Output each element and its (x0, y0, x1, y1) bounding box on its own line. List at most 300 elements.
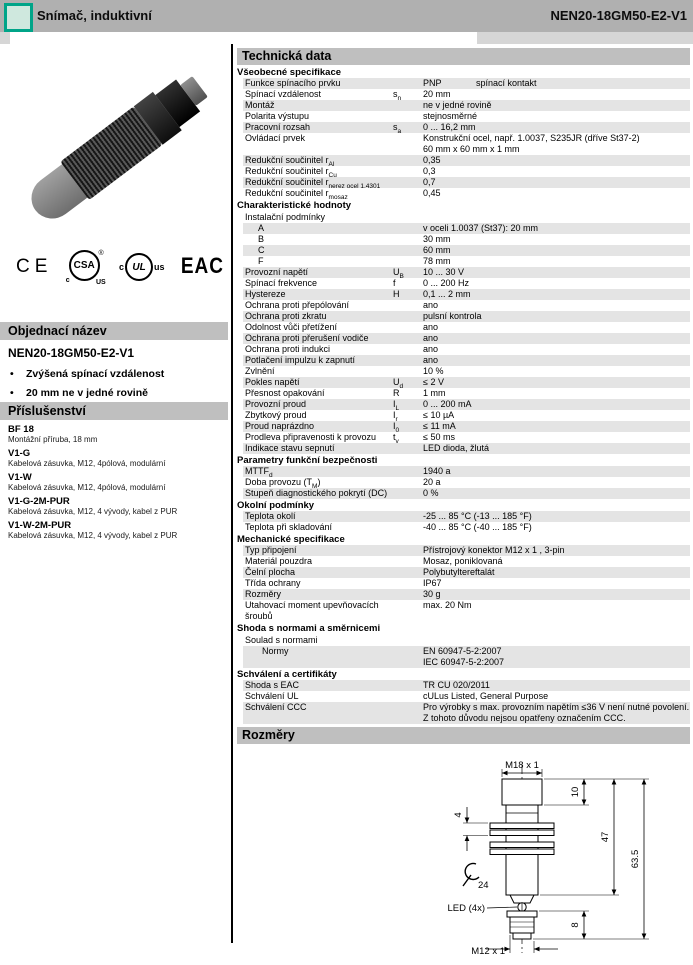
spec-value-line: 20 a (423, 477, 441, 487)
spec-value-line: 78 mm (423, 256, 451, 266)
spec-row (243, 155, 690, 166)
spec-symbol (393, 223, 423, 234)
spec-row (243, 545, 690, 556)
spec-label: Čelní plocha (245, 567, 296, 577)
spec-value (423, 488, 690, 499)
spec-row (243, 311, 690, 322)
technical-data-column (237, 48, 690, 965)
dim-head-height: 10 (570, 786, 581, 798)
spec-label: $MTTF_d$ (245, 466, 273, 479)
spec-label: Teplota při skladování (245, 522, 333, 532)
spec-label: Funkce spínacího prvku (245, 78, 341, 88)
sensor-image (21, 62, 221, 229)
culus-logo (119, 253, 165, 281)
spec-value-line: 10 % (423, 366, 444, 376)
spec-value (423, 333, 690, 344)
spec-symbol (393, 133, 423, 155)
ordering-product-code: NEN20-18GM50-E2-V1 (8, 346, 135, 360)
spec-value-line: 1940 a (423, 466, 451, 476)
ul-c-label: c (119, 262, 125, 272)
spec-symbol (393, 300, 423, 311)
spec-symbol (393, 691, 423, 702)
spec-symbol (393, 511, 423, 522)
spec-label: Odolnost vůči přetížení (245, 322, 338, 332)
spec-value-line: 30 g (423, 589, 441, 599)
spec-value (423, 443, 690, 454)
spec-value (423, 267, 690, 278)
spec-label: Redukční součinitel $r_{Al}$ (245, 155, 335, 168)
spec-row (243, 399, 690, 410)
spec-label: Shoda s EAC (245, 680, 300, 690)
spec-value-line: ≤ 2 V (423, 377, 444, 387)
dim-connector-height: 8 (570, 922, 581, 928)
spec-label: Redukční součinitel $r_{Cu}$ (245, 166, 337, 179)
sensor-head-outline (502, 779, 542, 805)
spec-value (423, 188, 690, 199)
spec-value-line: ano (423, 355, 439, 365)
spec-value-line: v oceli 1.0037 (St37): 20 mm (423, 223, 539, 233)
spec-value (423, 556, 690, 567)
brand-mark (4, 3, 33, 32)
spec-value-line: PNP spínací kontakt (423, 78, 537, 88)
spec-label: Proud naprázdno (245, 421, 315, 431)
spec-symbol (393, 366, 423, 377)
spec-symbol (393, 443, 423, 454)
spec-section-header: Schválení a certifikáty (237, 669, 337, 680)
spec-value (423, 278, 690, 289)
spec-value (423, 511, 690, 522)
spec-label: Polarita výstupu (245, 111, 310, 121)
spec-value-line: -25 ... 85 °C (-13 ... 185 °F) (423, 511, 532, 521)
spec-value-line: LED dioda, žlutá (423, 443, 490, 453)
spec-row (243, 133, 690, 155)
spec-label: Ochrana proti zkratu (245, 311, 327, 321)
bullet-text: Zvýšená spínací vzdálenost (26, 368, 165, 380)
spec-value (423, 399, 690, 410)
spec-value (423, 100, 690, 111)
spec-value-line: EN 60947-5-2:2007 (423, 646, 502, 656)
accessory-description: Kabelová zásuvka, M12, 4 vývody, kabel z PUR (8, 507, 178, 516)
spec-label: Teplota okolí (245, 511, 296, 521)
spec-symbol (393, 600, 423, 622)
spec-value-line: 0,1 ... 2 mm (423, 289, 471, 299)
spec-label: Redukční součinitel $r_{nerez ocel 1.4301}$ (245, 177, 381, 190)
spec-value-line: 0 ... 200 Hz (423, 278, 470, 288)
spec-symbol: H (393, 289, 400, 299)
spec-row (243, 166, 690, 177)
spec-row (243, 421, 690, 432)
spec-value-line: 20 mm (423, 89, 451, 99)
spec-label: Hystereze (245, 289, 286, 299)
accessories-header: Příslušenství (0, 402, 228, 420)
spec-subheader: Instalační podmínky (245, 212, 326, 222)
ul-circle: UL (125, 253, 153, 281)
spec-value (423, 567, 690, 578)
spec-value-line: 0,3 (423, 166, 436, 176)
spec-label: C (258, 245, 265, 255)
feature-bullets (10, 368, 164, 406)
spec-section-header: Shoda s normami a směrnicemi (237, 623, 381, 634)
spec-value-line: pulsní kontrola (423, 311, 482, 321)
spec-value-line: 1 mm (423, 388, 446, 398)
header-product-code: NEN20-18GM50-E2-V1 (550, 8, 687, 23)
bullet-icon: • (10, 387, 14, 399)
spec-row (243, 245, 690, 256)
spec-label: Materiál pouzdra (245, 556, 313, 566)
spec-row (243, 388, 690, 399)
spec-symbol (393, 646, 423, 668)
spec-symbol (393, 245, 423, 256)
dimension-drawing (237, 757, 690, 965)
feature-bullet (10, 387, 164, 399)
spec-value (423, 366, 690, 377)
spec-row (243, 278, 690, 289)
spec-value (423, 322, 690, 333)
spec-row (243, 556, 690, 567)
spec-value-line: Konstrukční ocel, např. 1.0037, S235JR (dříve St37-2) (423, 133, 640, 143)
spec-value-line: ≤ 10 µA (423, 410, 455, 420)
spec-symbol: $U_B$ (393, 267, 404, 280)
accessory-description: Montážní příruba, 18 mm (8, 435, 98, 444)
ordering-name-header: Objednací název (0, 322, 228, 340)
spec-symbol (393, 522, 423, 533)
spec-symbol (393, 311, 423, 322)
spec-symbol: $I_0$ (393, 421, 400, 434)
spec-row (243, 289, 690, 300)
spec-label: Ochrana proti přerušení vodiče (245, 333, 369, 343)
spec-value-line: 0,45 (423, 188, 441, 198)
spec-row (243, 344, 690, 355)
spec-value (423, 388, 690, 399)
spec-row (243, 589, 690, 600)
spec-label: Ovládací prvek (245, 133, 306, 143)
spec-label: Typ připojení (245, 545, 297, 555)
spec-label: A (258, 223, 265, 233)
spec-value-line: 10 ... 30 V (423, 267, 465, 277)
spec-row (243, 511, 690, 522)
spec-section-header: Okolní podmínky (237, 500, 315, 511)
spec-symbol (393, 466, 423, 477)
spec-symbol: $I_L$ (393, 399, 400, 412)
spec-symbol (393, 166, 423, 177)
spec-row (243, 188, 690, 199)
spec-subheader: Soulad s normami (245, 635, 318, 645)
spec-row (243, 702, 690, 724)
spec-value-line: 0 ... 200 mA (423, 399, 472, 409)
product-photo (22, 54, 212, 244)
spec-row (243, 89, 690, 100)
spec-label: F (258, 256, 264, 266)
spec-value (423, 245, 690, 256)
spec-row (243, 443, 690, 454)
spec-symbol (393, 100, 423, 111)
spec-value-line: Přístrojový konektor M12 x 1 , 3-pin (423, 545, 565, 555)
tech-table (237, 67, 690, 724)
spec-value-line: Polybutyltereftalát (423, 567, 495, 577)
spec-label: Redukční součinitel $r_{mosaz}$ (245, 188, 348, 201)
bullet-text: 20 mm ne v jedné rovině (26, 387, 148, 399)
spec-section-header: Mechanické specifikace (237, 534, 345, 545)
spec-value (423, 522, 690, 533)
spec-label: Doba provozu $(T_M)$ (245, 477, 321, 490)
spec-label: Utahovací moment upevňovacích šroubů (245, 600, 379, 621)
accessory-name: BF 18 (8, 424, 34, 435)
spec-value-line: Pro výrobky s max. provozním napětím ≤36 V není nutné povolení. (423, 702, 690, 712)
spec-row (243, 691, 690, 702)
spec-row (243, 366, 690, 377)
spec-value (423, 691, 690, 702)
dim-overall-length: 63.5 (630, 849, 641, 869)
spec-value (423, 311, 690, 322)
header-substrip (0, 32, 693, 44)
spec-value (423, 89, 690, 100)
spec-value (423, 177, 690, 188)
spec-symbol (393, 344, 423, 355)
spec-row (243, 256, 690, 267)
spec-value (423, 600, 690, 622)
spec-value (423, 377, 690, 388)
spec-value (423, 155, 690, 166)
spec-value (423, 289, 690, 300)
spec-value (423, 646, 690, 668)
spec-label: Pracovní rozsah (245, 122, 311, 132)
spec-symbol: f (393, 278, 396, 288)
spec-row (243, 488, 690, 499)
spec-value-line: Z tohoto důvodu nejsou opatřeny označením CCC. (423, 713, 626, 723)
csa-c-label: c (65, 277, 70, 284)
spec-row (243, 322, 690, 333)
spec-symbol: $I_r$ (393, 410, 398, 423)
spec-value (423, 477, 690, 488)
spec-symbol (393, 578, 423, 589)
spec-value (423, 466, 690, 477)
spec-symbol: R (393, 388, 400, 398)
spec-row (243, 522, 690, 533)
spec-row (243, 600, 690, 622)
spec-value-line: ≤ 50 ms (423, 432, 455, 442)
spec-label: Zbytkový proud (245, 410, 307, 420)
spec-symbol (393, 111, 423, 122)
spec-symbol (393, 355, 423, 366)
dimensions-heading: Rozměry (237, 727, 690, 744)
spec-value (423, 355, 690, 366)
spec-value-line: max. 20 Nm (423, 600, 472, 610)
spec-value-line: 60 mm x 60 mm x 1 mm (423, 144, 520, 154)
spec-value (423, 432, 690, 443)
spec-symbol (393, 333, 423, 344)
spec-symbol: $U_d$ (393, 377, 404, 390)
accessory-name: V1-G-2M-PUR (8, 496, 70, 507)
spec-value (423, 421, 690, 432)
spec-value-line: ano (423, 333, 439, 343)
spec-row (243, 355, 690, 366)
spec-row (243, 333, 690, 344)
spec-symbol (393, 702, 423, 724)
spec-row (243, 300, 690, 311)
spec-label: Stupeň diagnostického pokrytí (DC) (245, 488, 388, 498)
spec-symbol (393, 477, 423, 488)
spec-value-line: ano (423, 300, 439, 310)
spec-value-line: 0 % (423, 488, 439, 498)
accessory-item (8, 520, 222, 540)
spec-label: Montáž (245, 100, 275, 110)
spec-symbol (393, 78, 423, 89)
spec-symbol (393, 545, 423, 556)
spec-value (423, 344, 690, 355)
spec-label: Přesnost opakování (245, 388, 325, 398)
spec-symbol (393, 234, 423, 245)
ul-us-label: us (154, 262, 165, 272)
spec-row (243, 100, 690, 111)
spec-value-line: Mosaz, poniklovaná (423, 556, 503, 566)
spec-label: Provozní proud (245, 399, 307, 409)
spec-value (423, 410, 690, 421)
dim-flange-thickness: 4 (453, 812, 464, 818)
spec-value-line: ne v jedné rovině (423, 100, 492, 110)
accessory-item (8, 424, 222, 444)
spec-symbol (393, 188, 423, 199)
spec-value (423, 545, 690, 556)
spec-value (423, 234, 690, 245)
header-substrip-gap (10, 32, 477, 44)
wrench-icon (463, 863, 479, 886)
accessory-name: V1-W (8, 472, 32, 483)
spec-row (243, 234, 690, 245)
header-bar (0, 0, 693, 32)
spec-label: Normy (262, 646, 289, 656)
spec-value-line: -40 ... 85 °C (-40 ... 185 °F) (423, 522, 532, 532)
spec-row (243, 267, 690, 278)
accessory-item (8, 472, 222, 492)
certification-logos (10, 246, 230, 288)
spec-row (243, 466, 690, 477)
spec-symbol (393, 680, 423, 691)
spec-value-line: ano (423, 322, 439, 332)
spec-value (423, 578, 690, 589)
ce-logo: CE (16, 256, 53, 277)
csa-registered-mark: ® (98, 250, 104, 257)
spec-label: Potlačení impulzu k zapnutí (245, 355, 356, 365)
spec-row (243, 177, 690, 188)
technical-data-heading: Technická data (237, 48, 690, 65)
csa-circle: CSA (69, 250, 100, 281)
spec-row (243, 567, 690, 578)
spec-label: Provozní napětí (245, 267, 309, 277)
spec-label: B (258, 234, 265, 244)
spec-row (243, 111, 690, 122)
accessories-list (8, 424, 222, 544)
spec-value (423, 111, 690, 122)
spec-value (423, 166, 690, 177)
accessory-description: Kabelová zásuvka, M12, 4pólová, modulární (8, 483, 166, 492)
spec-label: Spínací vzdálenost (245, 89, 322, 99)
spec-label: Třída ochrany (245, 578, 301, 588)
spec-section-header: Všeobecné specifikace (237, 67, 342, 78)
spec-symbol: $s_n$ (393, 89, 402, 102)
spec-symbol (393, 322, 423, 333)
spec-label: Indikace stavu sepnutí (245, 443, 335, 453)
page-title: Snímač, induktivní (37, 8, 152, 23)
accessory-name: V1-G (8, 448, 31, 459)
m12-connector-outline (510, 917, 534, 933)
spec-value (423, 680, 690, 691)
spec-value (423, 702, 690, 724)
dim-thread-bottom: M12 x 1 (471, 946, 505, 957)
spec-symbol (393, 155, 423, 166)
accessory-description: Kabelová zásuvka, M12, 4pólová, modulární (8, 459, 166, 468)
spec-value-line: 0,35 (423, 155, 441, 165)
spec-value (423, 133, 690, 155)
spec-value (423, 223, 690, 234)
spec-row (243, 377, 690, 388)
dim-wrench-size: 24 (478, 880, 489, 891)
spec-value-line: cULus Listed, General Purpose (423, 691, 549, 701)
spec-label: Pokles napětí (245, 377, 300, 387)
spec-value (423, 78, 690, 89)
spec-row (243, 477, 690, 488)
spec-value (423, 256, 690, 267)
spec-value-line: 0,7 (423, 177, 436, 187)
spec-symbol (393, 256, 423, 267)
spec-row (243, 122, 690, 133)
csa-logo (65, 250, 106, 286)
spec-symbol (393, 567, 423, 578)
spec-row (243, 223, 690, 234)
spec-symbol (393, 556, 423, 567)
spec-value-line: 30 mm (423, 234, 451, 244)
spec-row (243, 410, 690, 421)
spec-label: Zvlnění (245, 366, 275, 376)
accessory-name: V1-W-2M-PUR (8, 520, 72, 531)
csa-us-label: US (95, 279, 106, 286)
spec-row (243, 432, 690, 443)
spec-label: Schválení CCC (245, 702, 307, 712)
spec-symbol: $s_a$ (393, 122, 402, 135)
spec-value-line: ano (423, 344, 439, 354)
bullet-icon: • (10, 368, 14, 380)
accessory-item (8, 448, 222, 468)
spec-row (243, 78, 690, 89)
spec-symbol (393, 488, 423, 499)
dim-body-length: 47 (600, 831, 611, 843)
dim-thread-top: M18 x 1 (505, 760, 539, 771)
spec-symbol (393, 177, 423, 188)
spec-label: Ochrana proti indukci (245, 344, 331, 354)
spec-label: Prodleva připravenosti k provozu (245, 432, 377, 442)
dimension-drawing-svg (237, 757, 690, 960)
spec-value-line: 0 ... 16,2 mm (423, 122, 476, 132)
spec-value-line: 60 mm (423, 245, 451, 255)
spec-value-line: ≤ 11 mA (423, 421, 456, 431)
column-divider (231, 44, 233, 943)
spec-value-line: TR CU 020/2011 (423, 680, 490, 690)
spec-row (243, 578, 690, 589)
accessory-item (8, 496, 222, 516)
spec-symbol: $t_v$ (393, 432, 399, 445)
spec-value (423, 300, 690, 311)
eac-logo: EAC (180, 254, 224, 279)
spec-value (423, 589, 690, 600)
spec-symbol (393, 589, 423, 600)
spec-value-line: stejnosměrné (423, 111, 478, 121)
spec-section-header: Parametry funkční bezpečnosti (237, 455, 378, 466)
spec-row (243, 646, 690, 668)
spec-value-secondary: spínací kontakt (476, 78, 537, 88)
accessory-description: Kabelová zásuvka, M12, 4 vývody, kabel z PUR (8, 531, 178, 540)
spec-label: Schválení UL (245, 691, 299, 701)
spec-section-header: Charakteristické hodnoty (237, 200, 352, 211)
spec-value-line: IEC 60947-5-2:2007 (423, 657, 505, 667)
